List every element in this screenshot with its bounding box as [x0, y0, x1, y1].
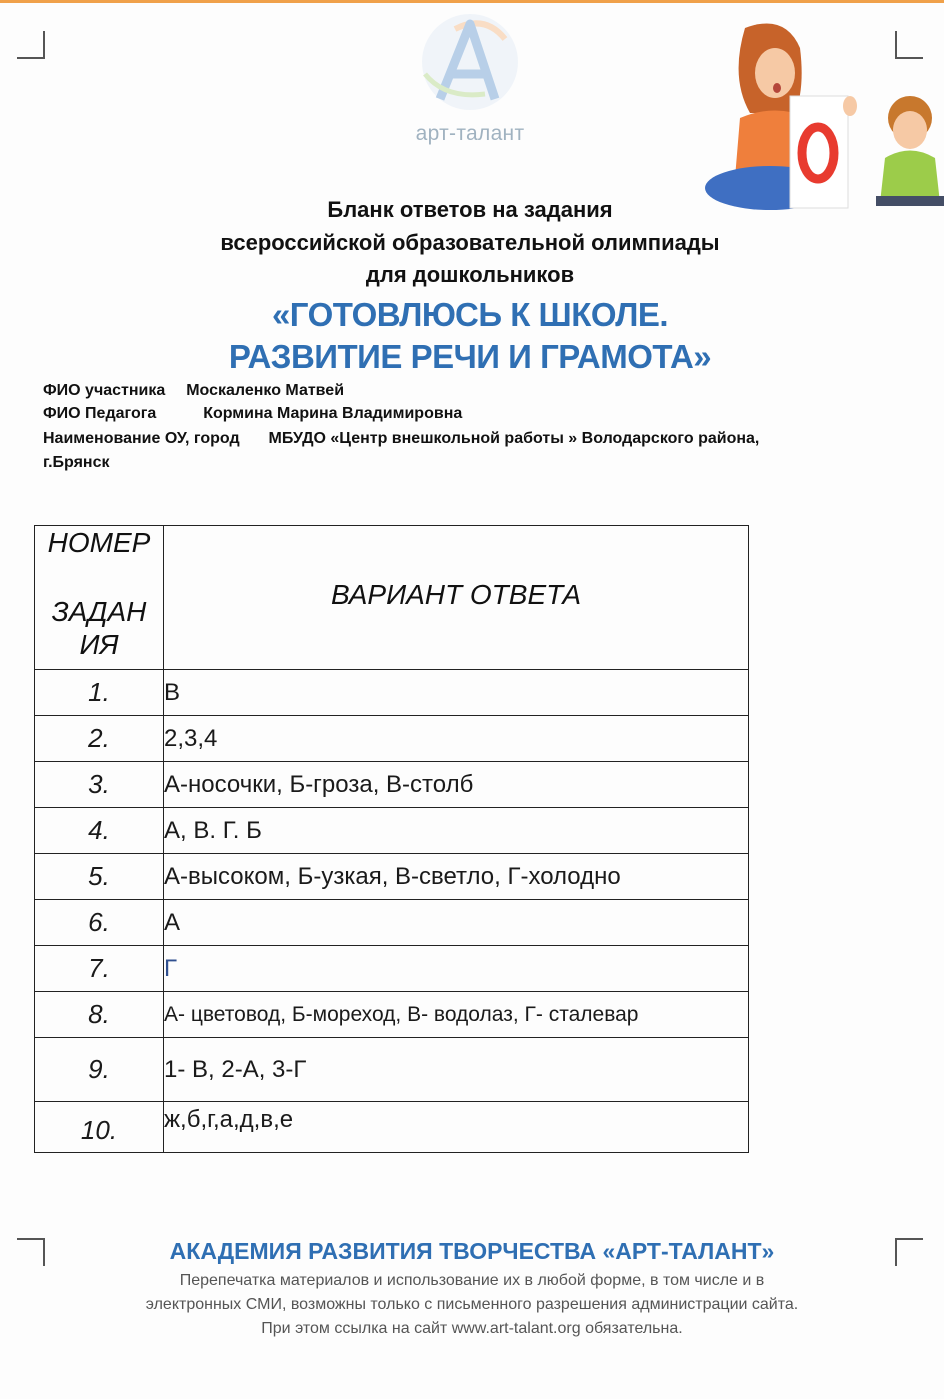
task-number: 6.	[35, 900, 164, 946]
table-row	[35, 900, 749, 946]
task-number: 4.	[35, 808, 164, 854]
footer-line2: электронных СМИ, возможны только с письменного разрешения администрации сайта.	[145, 1296, 799, 1313]
task-answer: А	[164, 900, 749, 946]
logo-text: арт-талант	[415, 122, 525, 145]
task-number: 3.	[35, 762, 164, 808]
olympiad-title-line2: РАЗВИТИЕ РЕЧИ И ГРАМОТА»	[228, 338, 712, 375]
header-num-line1: НОМЕР	[47, 527, 151, 558]
task-answer: 2,3,4	[164, 716, 749, 762]
table-row	[35, 1038, 749, 1102]
task-answer: В	[164, 670, 749, 716]
task-number: 7.	[35, 946, 164, 992]
task-number: 5.	[35, 854, 164, 900]
header-num-line2: ЗАДАН	[51, 596, 147, 627]
header-answer-text: ВАРИАНТ ОТВЕТА	[331, 579, 581, 610]
form-title-line2: всероссийской образовательной олимпиады	[220, 230, 720, 255]
table-row	[35, 762, 749, 808]
header-task-number	[35, 526, 164, 670]
task-answer: А- цветовод, Б-мореход, В- водолаз, Г- сталевар	[164, 992, 749, 1038]
table-header-row	[35, 526, 749, 670]
answers-table	[34, 525, 749, 1153]
org-info	[43, 430, 759, 448]
table-row	[35, 854, 749, 900]
header-answer-variant	[164, 526, 749, 670]
participant-info	[43, 382, 344, 400]
task-answer: ж,б,г,а,д,в,е	[164, 1102, 749, 1153]
task-number: 1.	[35, 670, 164, 716]
table-row	[35, 992, 749, 1038]
org-city: г.Брянск	[43, 454, 110, 471]
olympiad-title-line1: «ГОТОВЛЮСЬ К ШКОЛЕ.	[271, 296, 669, 333]
crop-mark-bottom-left	[17, 1238, 45, 1266]
form-title-line1: Бланк ответов на задания	[327, 197, 613, 222]
footer-line3: При этом ссылка на сайт www.art-talant.org обязательна.	[261, 1320, 683, 1337]
table-row	[35, 946, 749, 992]
footer-title: АКАДЕМИЯ РАЗВИТИЯ ТВОРЧЕСТВА «АРТ-ТАЛАНТ»	[169, 1238, 775, 1264]
task-answer: 1- В, 2-А, 3-Г	[164, 1038, 749, 1102]
task-answer: Г	[164, 946, 749, 992]
form-title-line3: для дошкольников	[365, 262, 575, 287]
table-row	[35, 670, 749, 716]
task-number: 10.	[35, 1102, 164, 1153]
footer-line1: Перепечатка материалов и использование их в любой форме, в том числе и в	[179, 1272, 765, 1289]
header-num-line3: ИЯ	[79, 629, 119, 660]
task-number: 2.	[35, 716, 164, 762]
task-number: 8.	[35, 992, 164, 1038]
crop-mark-top-left	[17, 31, 45, 59]
task-number: 9.	[35, 1038, 164, 1102]
table-row	[35, 1102, 749, 1153]
task-answer: А, В. Г. Б	[164, 808, 749, 854]
org-label: Наименование ОУ, город	[43, 430, 240, 447]
task-answer: А-высоком, Б-узкая, В-светло, Г-холодно	[164, 854, 749, 900]
table-row	[35, 716, 749, 762]
teacher-label: ФИО Педагога	[43, 405, 157, 422]
table-row	[35, 808, 749, 854]
crop-mark-bottom-right	[895, 1238, 923, 1266]
org-value: МБУДО «Центр внешкольной работы » Володарского района,	[268, 430, 760, 447]
teacher-value: Кормина Марина Владимировна	[203, 405, 463, 422]
participant-value: Москаленко Матвей	[186, 382, 345, 399]
teacher-info	[43, 405, 462, 423]
top-accent-line	[0, 0, 944, 3]
teacher-with-letter-card-illustration	[700, 18, 944, 218]
task-answer: А-носочки, Б-гроза, В-столб	[164, 762, 749, 808]
participant-label: ФИО участника	[43, 382, 166, 399]
